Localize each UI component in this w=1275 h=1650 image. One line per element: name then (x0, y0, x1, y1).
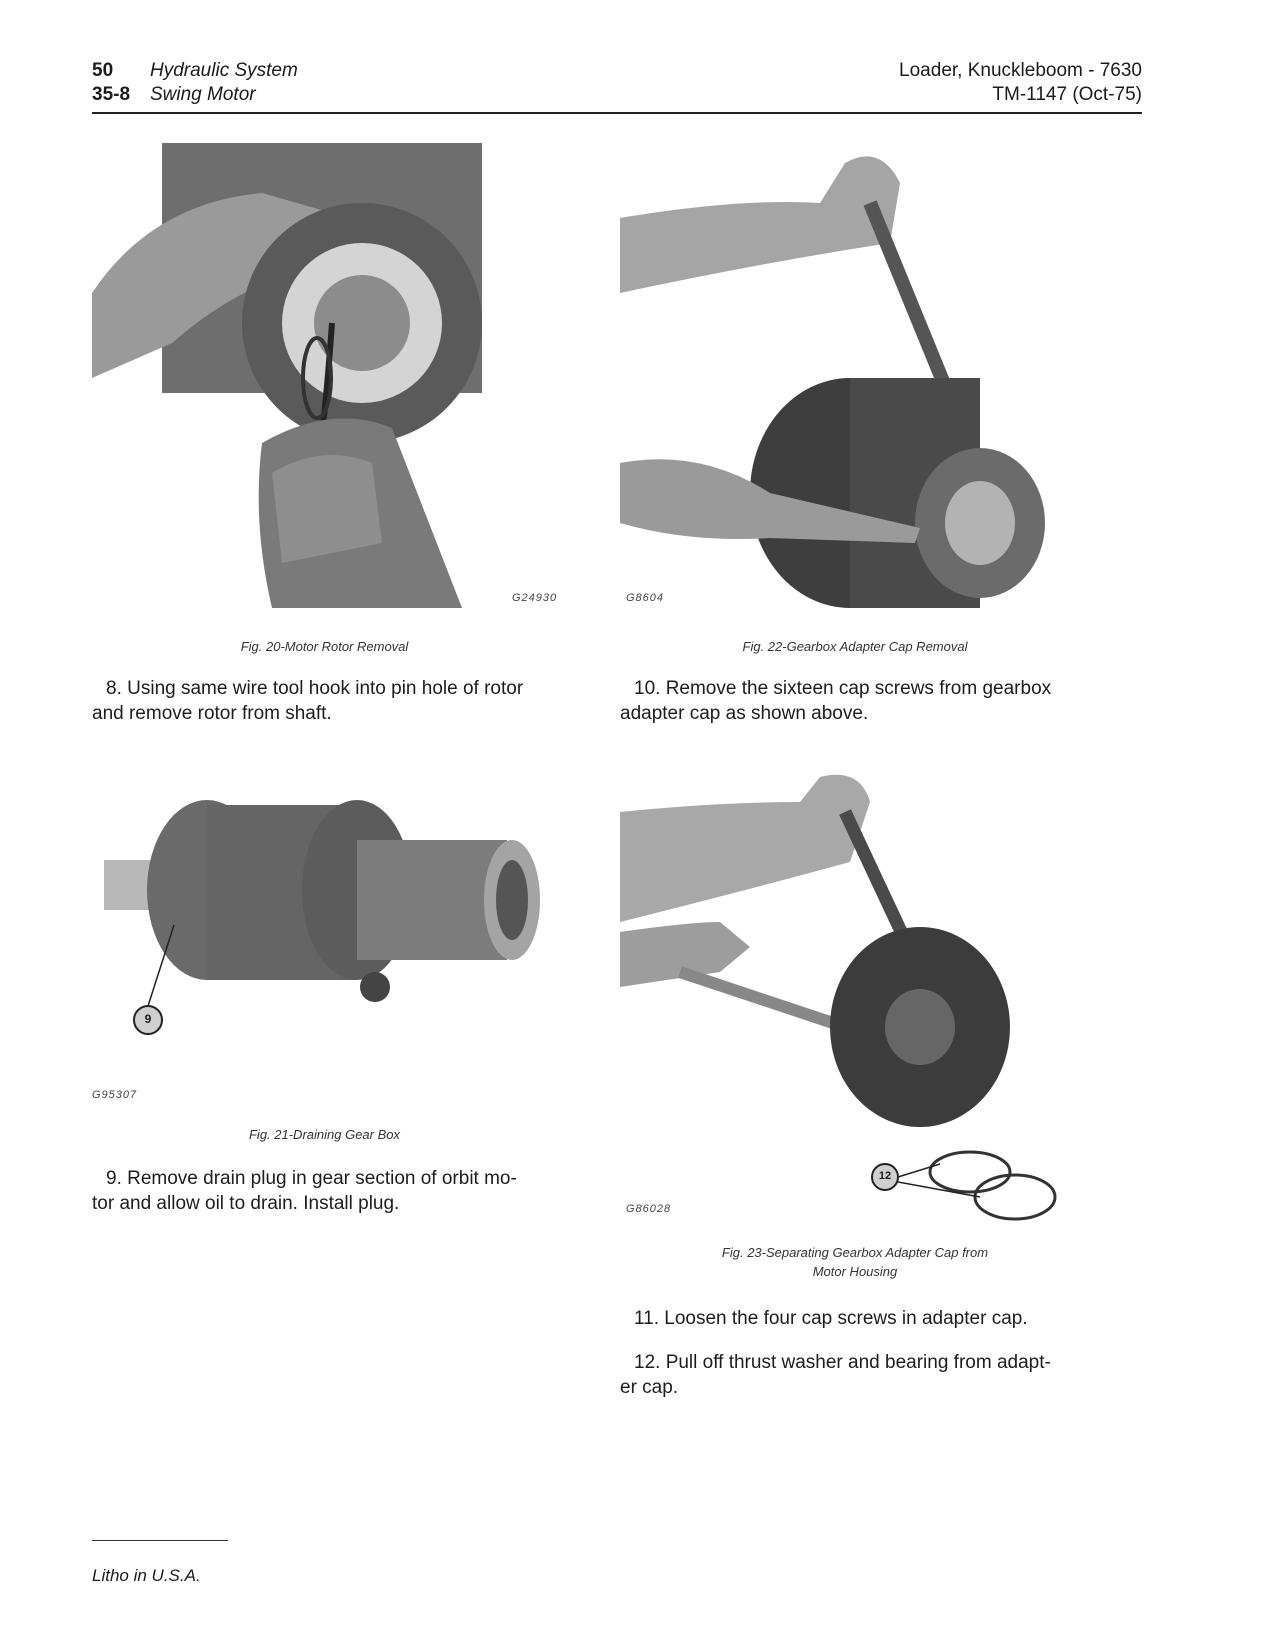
step-12-line1: 12. Pull off thrust washer and bearing from adapt- (634, 1352, 1051, 1373)
step-12-line2: er cap. (620, 1377, 679, 1398)
fig21-callout: 9 (144, 1012, 152, 1026)
fig23-code: G86028 (626, 1203, 672, 1215)
header-left-line2 (92, 84, 256, 106)
fig22-caption: Fig. 22-Gearbox Adapter Cap Removal (742, 639, 968, 654)
fig22-code: G8604 (626, 592, 665, 604)
fig23-callout: 12 (878, 1170, 892, 1182)
fig23-photo (620, 772, 1090, 1222)
step-10-line1: 10. Remove the sixteen cap screws from gearbox (634, 678, 1052, 699)
step-9-line1: 9. Remove drain plug in gear section of orbit mo- (106, 1168, 517, 1189)
manual-number: TM-1147 (Oct-75) (992, 84, 1142, 105)
fig22-photo (620, 143, 1090, 608)
step-8-line2: and remove rotor from shaft. (92, 703, 332, 724)
fig21-code: G95307 (92, 1089, 138, 1101)
fig21-caption: Fig. 21-Draining Gear Box (248, 1127, 400, 1142)
machine-title: Loader, Knuckleboom - 7630 (899, 60, 1142, 81)
footer-text: Litho in U.S.A. (92, 1566, 201, 1585)
section-number: 35-8 (92, 84, 131, 105)
step-8-line1: 8. Using same wire tool hook into pin hole of rotor (106, 678, 524, 699)
header-rule (92, 112, 1142, 114)
fig20-caption: Fig. 20-Motor Rotor Removal (240, 639, 409, 654)
header-left-line1 (92, 60, 298, 82)
step-9-line2: tor and allow oil to drain. Install plug. (92, 1193, 400, 1214)
fig21-photo (92, 765, 557, 1105)
step-11: 11. Loosen the four cap screws in adapter cap. (634, 1308, 1028, 1329)
fig23-caption-line2: Motor Housing (812, 1264, 898, 1279)
fig20-code: G24930 (512, 592, 558, 604)
subsection-title: Swing Motor (150, 84, 256, 105)
step-10-line2: adapter cap as shown above. (620, 703, 869, 724)
fig23-caption-line1: Fig. 23-Separating Gearbox Adapter Cap from (721, 1245, 989, 1260)
section-title: Hydraulic System (150, 60, 298, 81)
footer-rule (92, 1540, 228, 1541)
page-number: 50 (92, 60, 114, 81)
fig20-photo (92, 143, 557, 608)
